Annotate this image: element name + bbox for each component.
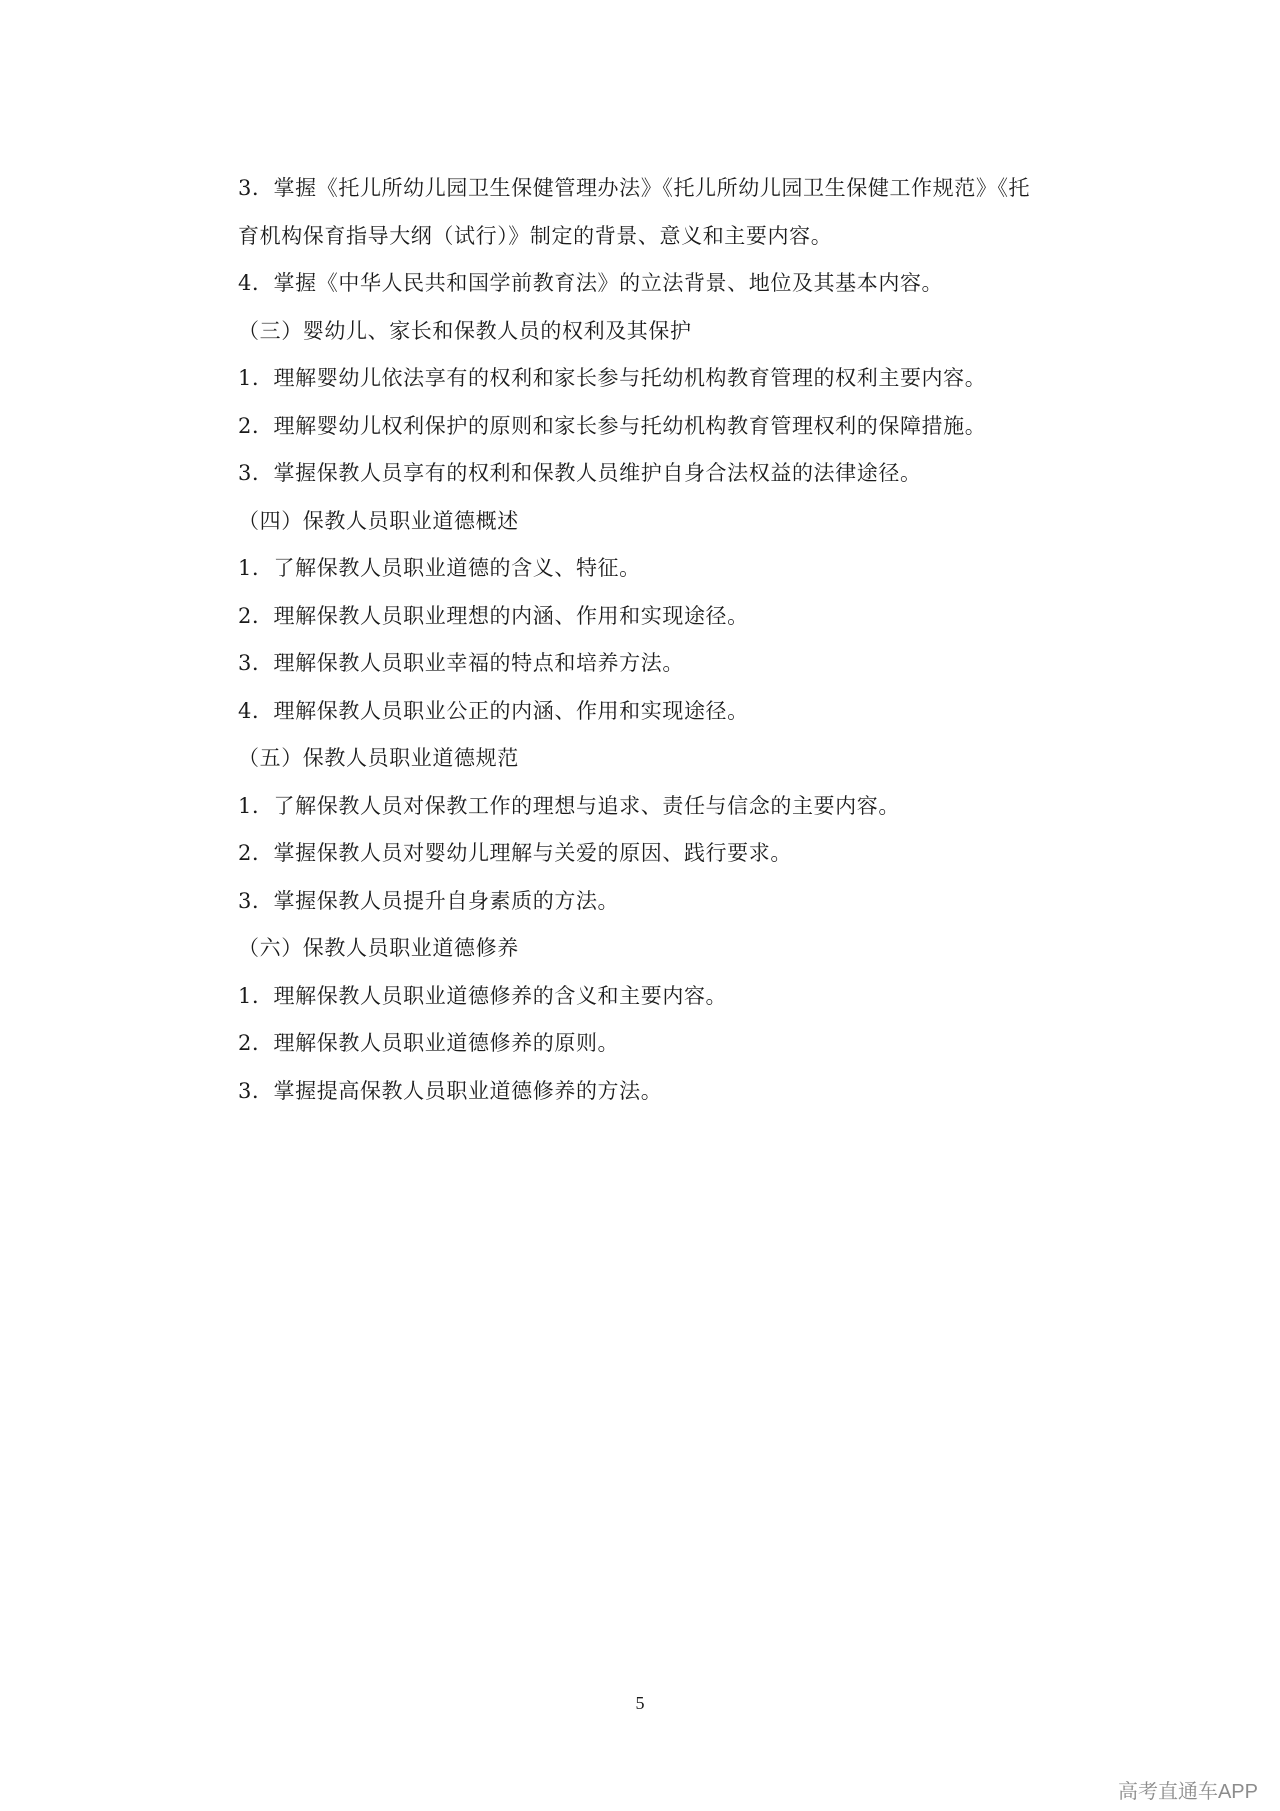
text-line: 2．掌握保教人员对婴幼儿理解与关爱的原因、践行要求。 — [238, 841, 792, 865]
text-line: 3．理解保教人员职业幸福的特点和培养方法。 — [238, 651, 684, 675]
text-line: 3．掌握保教人员享有的权利和保教人员维护自身合法权益的法律途径。 — [238, 461, 922, 485]
text-line: 4．理解保教人员职业公正的内涵、作用和实现途径。 — [238, 698, 749, 723]
section-heading: （三）婴幼儿、家长和保教人员的权利及其保护 — [238, 318, 692, 343]
text-line: 3．掌握提高保教人员职业道德修养的方法。 — [238, 1078, 663, 1103]
page-number: 5 — [635, 1693, 645, 1713]
text-line: 1．了解保教人员对保教工作的理想与追求、责任与信念的主要内容。 — [238, 793, 900, 818]
text-line: 育机构保育指导大纲（试行）》制定的背景、意义和主要内容。 — [238, 223, 833, 248]
text-line: 3．掌握《托儿所幼儿园卫生保健管理办法》《托儿所幼儿园卫生保健工作规范》《托 — [238, 176, 1031, 200]
text-line: 2．理解婴幼儿权利保护的原则和家长参与托幼机构教育管理权利的保障措施。 — [238, 413, 987, 438]
text-line: 1．理解婴幼儿依法享有的权利和家长参与托幼机构教育管理的权利主要内容。 — [238, 366, 987, 390]
section-heading: （四）保教人员职业道德概述 — [238, 508, 519, 533]
watermark: 高考直通车APP — [1117, 1781, 1258, 1803]
text-line: 4．掌握《中华人民共和国学前教育法》的立法背景、地位及其基本内容。 — [238, 271, 944, 295]
section-heading: （六）保教人员职业道德修养 — [238, 936, 519, 960]
text-line: 1．理解保教人员职业道德修养的含义和主要内容。 — [238, 983, 728, 1008]
document-body — [238, 165, 1098, 1115]
text-line: 2．理解保教人员职业道德修养的原则。 — [238, 1031, 620, 1055]
text-line: 3．掌握保教人员提升自身素质的方法。 — [238, 888, 620, 913]
section-heading: （五）保教人员职业道德规范 — [238, 746, 519, 770]
text-line: 2．理解保教人员职业理想的内涵、作用和实现途径。 — [238, 603, 749, 628]
text-line: 1．了解保教人员职业道德的含义、特征。 — [238, 556, 641, 580]
